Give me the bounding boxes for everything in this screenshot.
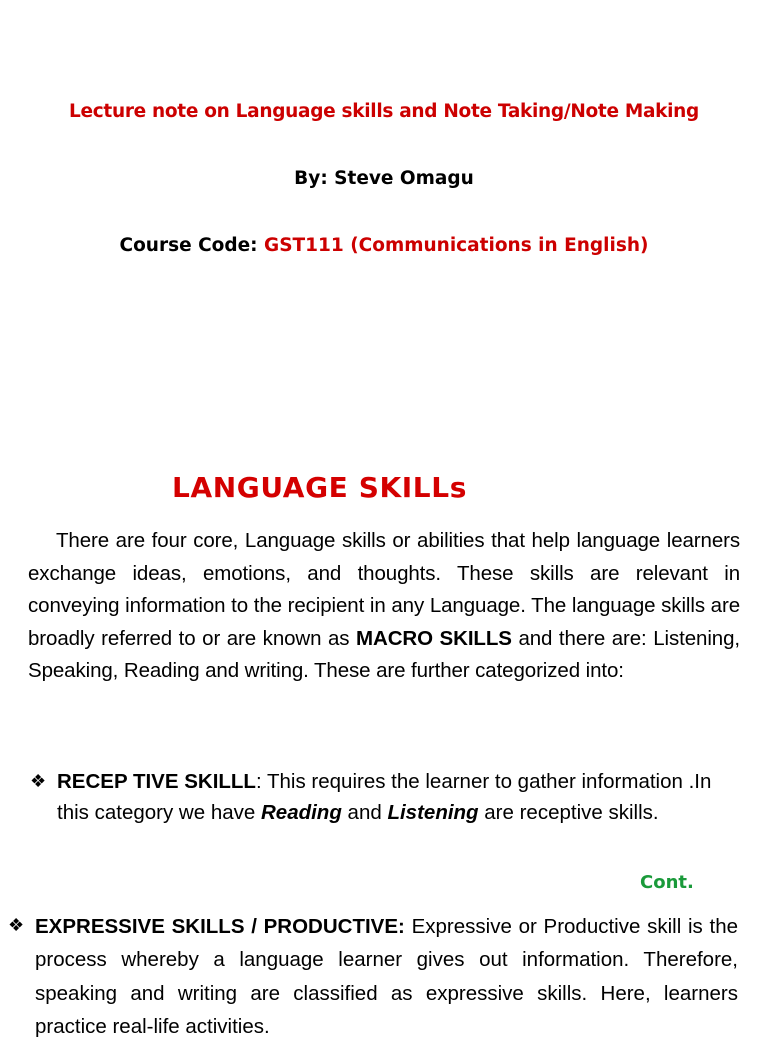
course-code-label: Course Code: <box>119 235 265 256</box>
expressive-bullet-text <box>35 910 738 1044</box>
lecture-title: Lecture note on Language skills and Note Taking/Note Making <box>69 101 699 122</box>
para-text-1: There are four core, Language skills or abilities that help language learners exchange ideas, emotions, and thoughts. These skills are relevant in conveying information to the recipient in any Language. The language skills are broadly referred to or are known as <box>28 529 740 650</box>
continued-label: Cont. <box>640 872 694 893</box>
expressive-skill-title: EXPRESSIVE SKILLS / PRODUCTIVE: <box>35 915 405 938</box>
receptive-text-3: are receptive skills. <box>478 801 659 824</box>
receptive-text-2: and <box>341 801 388 824</box>
intro-paragraph <box>28 525 740 688</box>
expressive-bullet-item <box>8 910 740 1039</box>
para-text-2: and there are: Listening, Speaking, Reading and writing. These are further categorized into: <box>28 626 740 683</box>
diamond-bullet-icon: ❖ <box>30 771 47 791</box>
course-code-value: GST111 (Communications in English) <box>264 235 649 256</box>
reading-term: Reading <box>260 801 342 824</box>
listening-term: Listening <box>387 801 479 824</box>
course-code-line <box>0 235 768 256</box>
macro-skills-term: MACRO SKILLS <box>356 626 512 650</box>
expressive-text: Expressive or Productive skill is the process whereby a language learner gives out information. Therefore, speaking and writing are classified as expressive skills. Here, learners practice real-life activities. <box>35 915 738 1039</box>
receptive-text-1: : This requires the learner to gather information .In this category we have <box>57 770 712 824</box>
receptive-skill-title: RECEP TIVE SKILLL <box>57 770 256 793</box>
author-byline: By: Steve Omagu <box>294 168 474 189</box>
diamond-bullet-icon: ❖ <box>8 915 25 935</box>
receptive-bullet-text <box>57 766 737 828</box>
section-heading: LANGUAGE SKILLs <box>172 471 467 504</box>
